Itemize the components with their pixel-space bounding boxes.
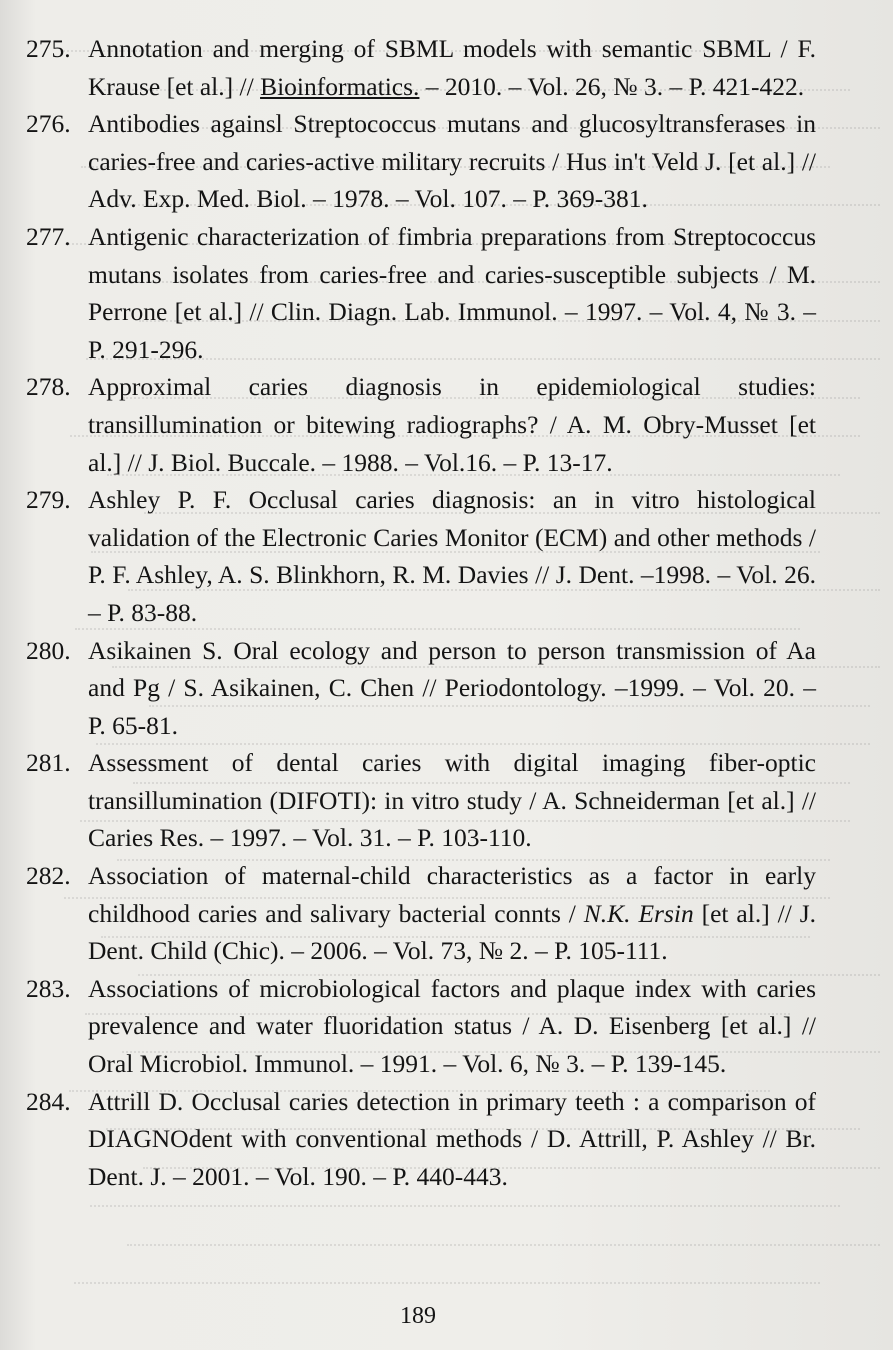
reference-entry bbox=[26, 857, 816, 970]
reference-text bbox=[88, 481, 816, 631]
reference-number: 278. bbox=[26, 372, 71, 402]
reference-number: 281. bbox=[26, 748, 71, 778]
reference-number: 279. bbox=[26, 485, 71, 515]
citation-text: Asikainen S. Oral ecology and person to person transmission of Aa and Pg / S. Asikainen, C. Chen // Periodontology. –1999. – Vol. 20. – P. 65-81. bbox=[88, 635, 816, 740]
reference-text bbox=[88, 970, 816, 1083]
reference-number: 277. bbox=[26, 221, 71, 251]
reference-number: 280. bbox=[26, 635, 71, 665]
reference-text bbox=[88, 105, 816, 218]
citation-text: Assessment of dental caries with digital imaging fiber-optic transillumination (DIFOTI): in vitro study / A. Schneiderman [et al.] // Caries Res. – 1997. – Vol. 31. – P. 103-110. bbox=[88, 748, 816, 853]
citation-text: Annotation and merging of SBML models with semantic SBML / F. Krause [et al.] // bbox=[88, 34, 816, 101]
reference-text bbox=[88, 744, 816, 857]
page-number: 189 bbox=[400, 1303, 436, 1329]
reference-entry bbox=[26, 744, 816, 857]
citation-text: Association of maternal-child characteristics as a factor in early childhood caries and salivary bacterial connts / bbox=[88, 861, 816, 928]
reference-entry bbox=[26, 481, 816, 631]
reference-entry bbox=[26, 368, 816, 481]
reference-text bbox=[88, 368, 816, 481]
reference-number: 276. bbox=[26, 109, 71, 139]
reference-entry bbox=[26, 632, 816, 745]
reference-text bbox=[88, 632, 816, 745]
reference-number: 284. bbox=[26, 1086, 71, 1116]
citation-text: Approximal caries diagnosis in epidemiological studies: transillumination or bitewing radiographs? / A. M. Obry-Musset [et al.] // J. Biol. Buccale. – 1988. – Vol.16. – P. 13-17. bbox=[88, 372, 816, 477]
reference-number: 283. bbox=[26, 973, 71, 1003]
citation-text: Attrill D. Occlusal caries detection in primary teeth : a comparison of DIAGNOdent with conventional methods / D. Attrill, P. Ashley // Br. Dent. J. – 2001. – Vol. 190. – P. 440-443. bbox=[88, 1086, 816, 1191]
reference-number: 282. bbox=[26, 861, 71, 891]
reference-list bbox=[26, 30, 816, 1195]
reference-text bbox=[88, 857, 816, 970]
reference-number: 275. bbox=[26, 34, 71, 63]
reference-entry bbox=[26, 970, 816, 1083]
bleed-through-line bbox=[74, 1282, 820, 1284]
citation-text: Ashley P. F. Occlusal caries diagnosis: an in vitro histological validation of the Electronic Caries Monitor (ECM) and other methods / P. F. Ashley, A. S. Blinkhorn, R. M. Davies // J. Dent. –1998. – Vol. 26. – P. 83-88. bbox=[88, 485, 816, 627]
bleed-through-line bbox=[127, 1244, 880, 1246]
citation-text: Antigenic characterization of fimbria preparations from Streptococcus mutans isolates from caries-free and caries-susceptible subjects / M. Perrone [et al.] // Clin. Diagn. Lab. Immunol. – 1997. – Vol. 4, № 3. – P. 291-296. bbox=[88, 221, 816, 364]
citation-text: – 2010. – Vol. 26, № 3. – P. 421-422. bbox=[419, 71, 805, 101]
reference-text bbox=[88, 218, 816, 368]
bleed-through-line bbox=[90, 1205, 840, 1207]
citation-text: [et al.] // J. Dent. Child (Chic). – 2006. – Vol. 73, № 2. – P. 105-111. bbox=[88, 898, 816, 966]
reference-entry bbox=[26, 105, 816, 218]
reference-text bbox=[88, 1083, 816, 1196]
journal-link-text: Bioinformatics. bbox=[260, 71, 420, 101]
reference-entry bbox=[26, 1083, 816, 1196]
citation-text: Antibodies againsl Streptococcus mutans and glucosyltransferases in caries-free and caries-active military recruits / Hus in't Veld J. [et al.] // Adv. Exp. Med. Biol. – 1978. – Vol. 107. – P. 369-381. bbox=[88, 109, 816, 214]
author-italic-text: N.K. Ersin bbox=[583, 898, 694, 928]
reference-entry bbox=[26, 30, 816, 105]
reference-text bbox=[88, 30, 816, 105]
reference-entry bbox=[26, 218, 816, 368]
citation-text: Associations of microbiological factors and plaque index with caries prevalence and water fluoridation status / A. D. Eisenberg [et al.] // Oral Microbiol. Immunol. – 1991. – Vol. 6, № 3. – P. 139-145. bbox=[88, 973, 816, 1079]
